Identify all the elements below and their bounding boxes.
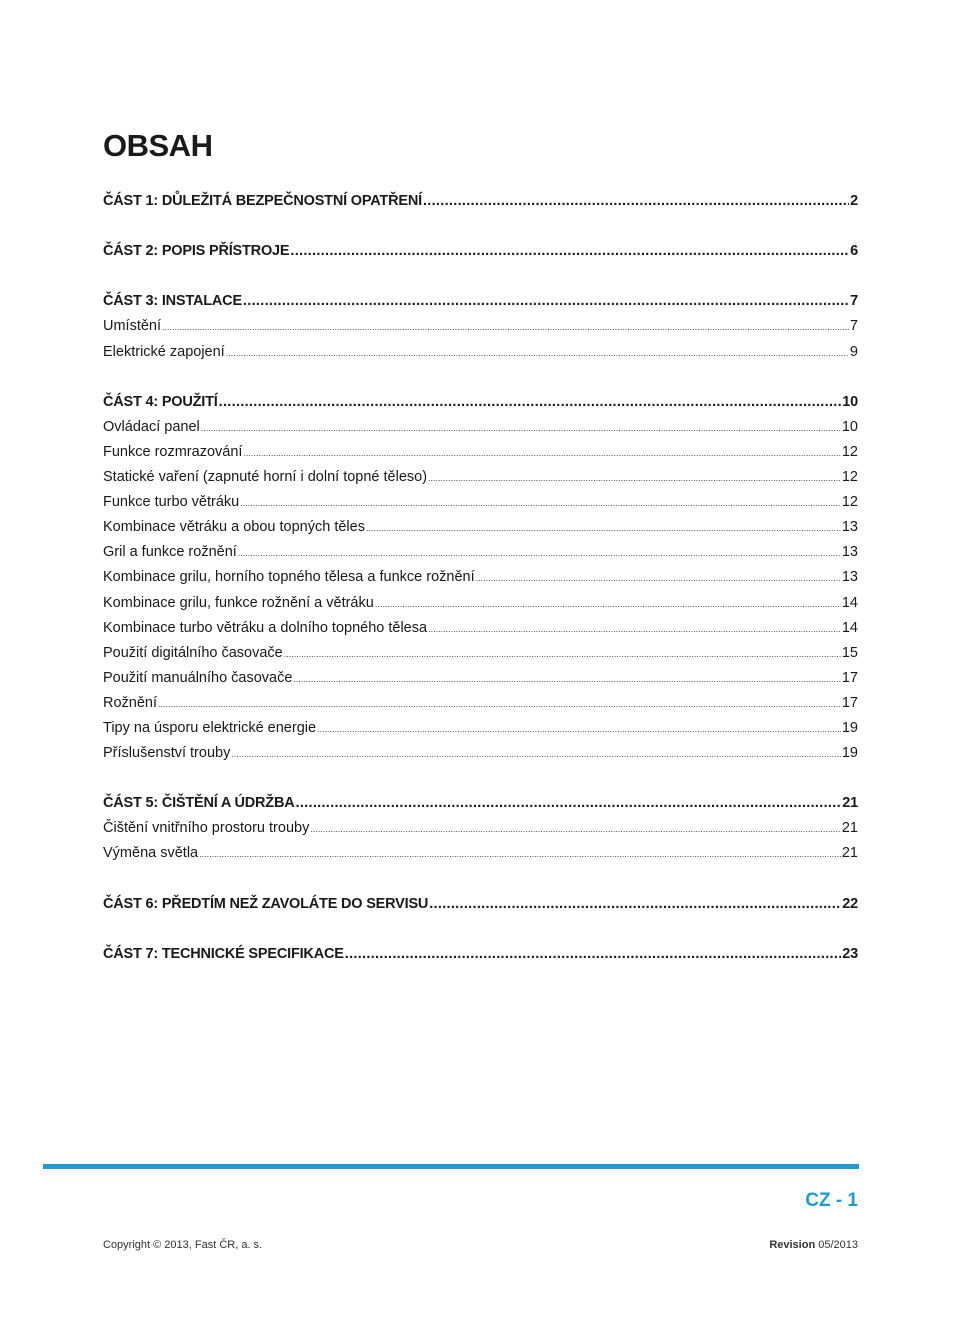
toc-dot-leader [290, 239, 849, 264]
toc-section-entry [103, 289, 858, 314]
toc-subentry [103, 691, 858, 716]
toc-subentry [103, 591, 858, 616]
page-number: CZ - 1 [805, 1190, 858, 1211]
toc-page-number: 17 [841, 669, 858, 686]
toc-subentry [103, 841, 858, 866]
toc-subentry [103, 816, 858, 841]
toc-page-number: 14 [841, 594, 858, 611]
toc-entry-label: Elektrické zapojení [103, 343, 225, 360]
toc-subentry [103, 666, 858, 691]
toc-entry-label: Funkce turbo větráku [103, 494, 240, 511]
copyright-notice: Copyright © 2013, Fast ČR, a. s. [103, 1239, 263, 1251]
toc-dot-leader [423, 189, 849, 214]
toc-page-number: 7 [849, 318, 858, 335]
toc-dot-leader [243, 289, 849, 314]
footer-rule [43, 1164, 859, 1169]
toc-dot-leader [231, 742, 841, 766]
toc-dot-leader [226, 341, 849, 365]
toc-entry-label: Rožnění [103, 694, 158, 711]
toc-dot-leader [296, 791, 842, 816]
page-title: OBSAH [103, 128, 213, 163]
toc-page-number: 17 [841, 694, 858, 711]
toc-dot-leader [429, 892, 841, 917]
toc-page-number: 13 [841, 569, 858, 586]
toc-dot-leader [375, 592, 841, 616]
toc-page-number: 6 [850, 243, 858, 260]
toc-page-number: 21 [842, 795, 858, 812]
toc-page-number: 12 [841, 443, 858, 460]
toc-entry-label: Použití manuálního časovače [103, 669, 293, 686]
toc-entry-label: ČÁST 6: PŘEDTÍM NEŽ ZAVOLÁTE DO SERVISU [103, 895, 429, 912]
toc-dot-leader [345, 942, 842, 967]
revision-date: 05/2013 [818, 1239, 858, 1251]
toc-subentry [103, 490, 858, 515]
toc-page-number: 21 [841, 820, 858, 837]
toc-subentry [103, 641, 858, 666]
toc-entry-label: Kombinace grilu, horního topného tělesa a funkce rožnění [103, 569, 475, 586]
toc-dot-leader [317, 717, 841, 741]
toc-dot-leader [238, 541, 841, 565]
toc-dot-leader [158, 692, 841, 716]
toc-section-entry [103, 390, 858, 415]
toc-dot-leader [293, 667, 840, 691]
toc-entry-label: Gril a funkce rožnění [103, 544, 237, 561]
toc-section-entry [103, 791, 858, 816]
toc-entry-label: ČÁST 7: TECHNICKÉ SPECIFIKACE [103, 945, 344, 962]
toc-dot-leader [162, 315, 849, 339]
toc-entry-label: Příslušenství trouby [103, 745, 231, 762]
toc-entry-label: Čištění vnitřního prostoru trouby [103, 820, 310, 837]
toc-entry-label: Funkce rozmrazování [103, 443, 243, 460]
toc-entry-label: ČÁST 5: ČIŠTĚNÍ A ÚDRŽBA [103, 795, 295, 812]
toc-entry-label: ČÁST 3: INSTALACE [103, 293, 242, 310]
toc-page-number: 22 [842, 895, 858, 912]
toc-dot-leader [310, 817, 841, 841]
toc-page-number: 19 [841, 719, 858, 736]
toc-entry-label: Tipy na úsporu elektrické energie [103, 719, 317, 736]
toc-page-number: 13 [841, 519, 858, 536]
toc-entry-label: Umístění [103, 318, 162, 335]
toc-subentry [103, 540, 858, 565]
toc-subentry [103, 515, 858, 540]
toc-subentry [103, 440, 858, 465]
toc-entry-label: Kombinace větráku a obou topných těles [103, 519, 365, 536]
toc-dot-leader [366, 516, 841, 540]
toc-page-number: 21 [841, 845, 858, 862]
revision-label: Revision [769, 1239, 816, 1251]
toc-page-number: 23 [842, 945, 858, 962]
toc-entry-label: Kombinace turbo větráku a dolního topného tělesa [103, 619, 428, 636]
toc-page-number: 12 [841, 469, 858, 486]
toc-section-entry [103, 189, 858, 214]
toc-page-number: 19 [841, 745, 858, 762]
toc-subentry [103, 616, 858, 641]
toc-subentry [103, 465, 858, 490]
toc-page-number: 9 [849, 343, 858, 360]
toc-dot-leader [476, 566, 841, 590]
toc-dot-leader [219, 390, 842, 415]
toc-subentry [103, 340, 858, 365]
toc-subentry [103, 415, 858, 440]
table-of-contents [103, 189, 858, 967]
toc-subentry [103, 741, 858, 766]
toc-subentry [103, 565, 858, 590]
toc-entry-label: Kombinace grilu, funkce rožnění a větráku [103, 594, 374, 611]
toc-dot-leader [284, 642, 841, 666]
toc-entry-label: Použití digitálního časovače [103, 644, 283, 661]
toc-page-number: 2 [850, 193, 858, 209]
toc-page-number: 13 [841, 544, 858, 561]
toc-page-number: 15 [841, 644, 858, 661]
toc-entry-label: ČÁST 1: DŮLEŽITÁ BEZPEČNOSTNÍ OPATŘENÍ [103, 193, 422, 209]
toc-dot-leader [243, 441, 840, 465]
toc-page-number: 12 [841, 494, 858, 511]
toc-entry-label: ČÁST 4: POUŽITÍ [103, 393, 218, 410]
toc-page-number: 10 [842, 393, 858, 410]
toc-entry-label: ČÁST 2: POPIS PŘÍSTROJE [103, 243, 290, 260]
toc-subentry [103, 314, 858, 339]
toc-dot-leader [240, 491, 841, 515]
revision-info [769, 1239, 858, 1251]
toc-section-entry [103, 942, 858, 967]
toc-page-number: 14 [841, 619, 858, 636]
toc-page-number: 10 [841, 418, 858, 435]
toc-section-entry [103, 892, 858, 917]
toc-subentry [103, 716, 858, 741]
toc-dot-leader [428, 466, 841, 490]
toc-entry-label: Výměna světla [103, 845, 199, 862]
toc-dot-leader [199, 842, 841, 866]
toc-section-entry [103, 239, 858, 264]
toc-dot-leader [201, 416, 841, 440]
toc-entry-label: Ovládací panel [103, 418, 200, 435]
toc-entry-label: Statické vaření (zapnuté horní i dolní topné těleso) [103, 469, 428, 486]
toc-page-number: 7 [850, 293, 858, 310]
toc-dot-leader [428, 617, 841, 641]
